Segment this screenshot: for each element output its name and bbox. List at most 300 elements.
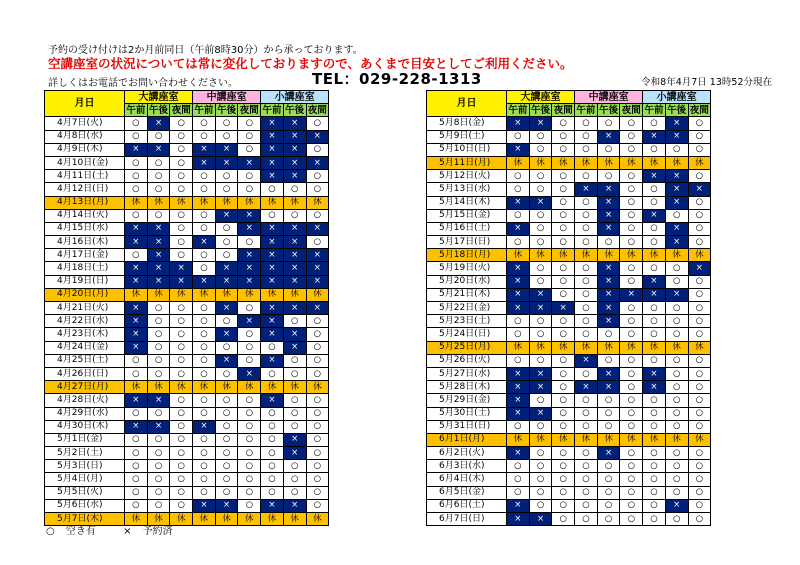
cell-available: ○: [170, 499, 193, 512]
cell-booked: ×: [147, 236, 170, 249]
cell-available: ○: [597, 394, 620, 407]
cell-available: ○: [507, 183, 530, 196]
cell-available: ○: [238, 328, 261, 341]
schedule-row: [45, 315, 329, 328]
schedule-row: [427, 183, 711, 196]
cell-booked: ×: [507, 381, 530, 394]
schedule-row: [427, 288, 711, 301]
cell-booked: ×: [306, 275, 329, 288]
cell-available: ○: [575, 130, 598, 143]
cell-booked: ×: [147, 249, 170, 262]
row-date: 4月13日(月): [45, 196, 125, 209]
cell-available: ○: [170, 143, 193, 156]
row-date: 5月16日(土): [427, 222, 507, 235]
cell-available: ○: [552, 328, 575, 341]
cell-available: ○: [529, 183, 552, 196]
cell-booked: ×: [620, 288, 643, 301]
cell-closed: 休: [688, 433, 711, 446]
cell-available: ○: [688, 499, 711, 512]
cell-available: ○: [507, 209, 530, 222]
cell-available: ○: [193, 433, 216, 446]
cell-available: ○: [306, 420, 329, 433]
cell-booked: ×: [261, 262, 284, 275]
inquiry-notice: 詳しくはお電話でお問い合わせください。: [48, 78, 238, 89]
cell-available: ○: [147, 499, 170, 512]
cell-closed: 休: [529, 433, 552, 446]
cell-available: ○: [575, 473, 598, 486]
schedule-row: [45, 354, 329, 367]
schedule-row: [427, 143, 711, 156]
cell-available: ○: [688, 381, 711, 394]
cell-available: ○: [620, 302, 643, 315]
cell-booked: ×: [125, 328, 148, 341]
cell-available: ○: [193, 249, 216, 262]
schedule-row: [45, 170, 329, 183]
cell-available: ○: [552, 394, 575, 407]
cell-available: ○: [238, 433, 261, 446]
row-date: 5月21日(木): [427, 288, 507, 301]
cell-booked: ×: [125, 222, 148, 235]
cell-closed: 休: [529, 249, 552, 262]
cell-booked: ×: [643, 367, 666, 380]
cell-booked: ×: [643, 209, 666, 222]
schedule-row: [427, 275, 711, 288]
cell-available: ○: [170, 328, 193, 341]
row-date: 5月8日(金): [427, 117, 507, 130]
cell-available: ○: [529, 354, 552, 367]
cell-available: ○: [665, 460, 688, 473]
cell-available: ○: [147, 473, 170, 486]
cell-booked: ×: [665, 130, 688, 143]
cell-booked: ×: [283, 328, 306, 341]
cell-available: ○: [688, 222, 711, 235]
cell-booked: ×: [507, 222, 530, 235]
row-date: 5月20日(水): [427, 275, 507, 288]
cell-closed: 休: [306, 381, 329, 394]
cell-closed: 休: [283, 288, 306, 301]
cell-available: ○: [575, 209, 598, 222]
cell-available: ○: [529, 209, 552, 222]
schedule-row: [45, 486, 329, 499]
cell-available: ○: [688, 275, 711, 288]
cell-booked: ×: [261, 315, 284, 328]
schedule-row: [45, 367, 329, 380]
row-date: 6月7日(日): [427, 513, 507, 526]
cell-available: ○: [597, 170, 620, 183]
row-date: 4月20日(月): [45, 288, 125, 301]
slot-header: 午後: [667, 104, 687, 116]
cell-booked: ×: [306, 249, 329, 262]
cell-available: ○: [597, 460, 620, 473]
cell-available: ○: [643, 143, 666, 156]
schedule-row: [45, 275, 329, 288]
cell-booked: ×: [283, 341, 306, 354]
cell-available: ○: [193, 460, 216, 473]
cell-booked: ×: [125, 143, 148, 156]
cell-booked: ×: [597, 183, 620, 196]
slot-header: 午前: [126, 104, 146, 116]
cell-available: ○: [193, 354, 216, 367]
cell-available: ○: [193, 447, 216, 460]
cell-booked: ×: [507, 196, 530, 209]
schedule-row: [427, 222, 711, 235]
date-column-header: 月日: [45, 91, 125, 117]
cell-booked: ×: [125, 236, 148, 249]
cell-available: ○: [665, 367, 688, 380]
legend-booked-label: 予約済: [142, 526, 173, 537]
row-date: 5月6日(水): [45, 499, 125, 512]
cell-available: ○: [215, 486, 238, 499]
cell-available: ○: [643, 117, 666, 130]
cell-booked: ×: [507, 499, 530, 512]
cell-available: ○: [215, 117, 238, 130]
cell-available: ○: [147, 407, 170, 420]
cell-available: ○: [643, 460, 666, 473]
cell-available: ○: [215, 315, 238, 328]
cell-closed: 休: [261, 288, 284, 301]
cell-available: ○: [147, 130, 170, 143]
cell-booked: ×: [261, 170, 284, 183]
cell-booked: ×: [507, 447, 530, 460]
cell-booked: ×: [597, 447, 620, 460]
cell-booked: ×: [261, 117, 284, 130]
cell-available: ○: [125, 486, 148, 499]
row-date: 6月4日(木): [427, 473, 507, 486]
cell-available: ○: [238, 407, 261, 420]
cell-closed: 休: [643, 341, 666, 354]
slot-header: 午後: [285, 104, 305, 116]
cell-available: ○: [552, 420, 575, 433]
cell-closed: 休: [193, 288, 216, 301]
cell-booked: ×: [529, 302, 552, 315]
cell-available: ○: [283, 473, 306, 486]
cell-available: ○: [170, 341, 193, 354]
cell-available: ○: [665, 394, 688, 407]
cell-booked: ×: [665, 170, 688, 183]
room-header-small: 小講座室: [643, 91, 711, 104]
row-date: 5月27日(水): [427, 367, 507, 380]
cell-available: ○: [665, 513, 688, 526]
schedule-row: [45, 394, 329, 407]
cell-available: ○: [688, 288, 711, 301]
cell-closed: 休: [306, 196, 329, 209]
cell-available: ○: [643, 447, 666, 460]
cell-available: ○: [643, 183, 666, 196]
slot-header: 午後: [531, 104, 551, 116]
cell-available: ○: [193, 486, 216, 499]
cell-available: ○: [575, 420, 598, 433]
cell-booked: ×: [688, 262, 711, 275]
cell-available: ○: [215, 407, 238, 420]
cell-booked: ×: [665, 117, 688, 130]
cell-available: ○: [193, 209, 216, 222]
cell-booked: ×: [283, 249, 306, 262]
cell-booked: ×: [283, 143, 306, 156]
schedule-row: [45, 117, 329, 130]
cell-available: ○: [261, 407, 284, 420]
cell-available: ○: [215, 183, 238, 196]
schedule-row: [427, 447, 711, 460]
cell-available: ○: [261, 420, 284, 433]
cell-booked: ×: [665, 236, 688, 249]
cell-available: ○: [170, 117, 193, 130]
cell-closed: 休: [193, 381, 216, 394]
slot-header: 夜間: [307, 104, 327, 116]
cell-available: ○: [575, 117, 598, 130]
cell-available: ○: [597, 236, 620, 249]
cell-available: ○: [193, 170, 216, 183]
cell-closed: 休: [643, 156, 666, 169]
cell-available: ○: [306, 447, 329, 460]
row-date: 4月22日(水): [45, 315, 125, 328]
cell-available: ○: [193, 130, 216, 143]
cell-available: ○: [170, 433, 193, 446]
slot-header: 午後: [599, 104, 619, 116]
cell-available: ○: [306, 367, 329, 380]
row-date: 4月8日(水): [45, 130, 125, 143]
cell-booked: ×: [170, 275, 193, 288]
cell-closed: 休: [597, 433, 620, 446]
schedule-row: [427, 328, 711, 341]
cell-available: ○: [620, 170, 643, 183]
cell-available: ○: [643, 328, 666, 341]
cell-booked: ×: [238, 262, 261, 275]
cell-booked: ×: [147, 275, 170, 288]
room-header-medium: 中講座室: [193, 91, 261, 104]
row-date: 5月23日(土): [427, 315, 507, 328]
row-date: 5月5日(火): [45, 486, 125, 499]
cell-available: ○: [261, 183, 284, 196]
cell-available: ○: [507, 460, 530, 473]
cell-booked: ×: [125, 394, 148, 407]
cell-available: ○: [643, 354, 666, 367]
cell-available: ○: [147, 486, 170, 499]
cell-booked: ×: [507, 302, 530, 315]
cell-available: ○: [529, 222, 552, 235]
cell-booked: ×: [215, 275, 238, 288]
row-date: 4月26日(日): [45, 367, 125, 380]
cell-available: ○: [597, 473, 620, 486]
cell-booked: ×: [125, 262, 148, 275]
cell-available: ○: [665, 447, 688, 460]
schedule-row: [427, 262, 711, 275]
cell-closed: 休: [238, 513, 261, 526]
cell-booked: ×: [597, 209, 620, 222]
schedule-row: [427, 420, 711, 433]
cell-available: ○: [261, 486, 284, 499]
cell-booked: ×: [147, 222, 170, 235]
cell-available: ○: [215, 130, 238, 143]
cell-available: ○: [688, 117, 711, 130]
cell-available: ○: [170, 236, 193, 249]
cell-booked: ×: [597, 222, 620, 235]
schedule-row: [427, 394, 711, 407]
cell-booked: ×: [238, 315, 261, 328]
cell-available: ○: [261, 341, 284, 354]
cell-available: ○: [643, 196, 666, 209]
row-date: 6月5日(金): [427, 486, 507, 499]
schedule-row: [45, 473, 329, 486]
cell-booked: ×: [306, 262, 329, 275]
row-date: 4月12日(日): [45, 183, 125, 196]
cell-available: ○: [575, 407, 598, 420]
row-date: 4月15日(水): [45, 222, 125, 235]
cell-closed: 休: [643, 433, 666, 446]
cell-booked: ×: [507, 262, 530, 275]
row-date: 5月25日(月): [427, 341, 507, 354]
cell-available: ○: [125, 460, 148, 473]
cell-booked: ×: [283, 262, 306, 275]
cell-available: ○: [552, 143, 575, 156]
cell-closed: 休: [306, 513, 329, 526]
cell-available: ○: [575, 315, 598, 328]
cell-available: ○: [552, 196, 575, 209]
cell-available: ○: [283, 354, 306, 367]
cell-available: ○: [665, 302, 688, 315]
schedule-row: [45, 130, 329, 143]
cell-available: ○: [283, 183, 306, 196]
cell-available: ○: [170, 130, 193, 143]
cell-booked: ×: [261, 130, 284, 143]
cell-available: ○: [529, 236, 552, 249]
cell-available: ○: [665, 209, 688, 222]
cell-available: ○: [215, 341, 238, 354]
booking-notice: 予約の受け付けは2か月前同日（午前8時30分）から承っております。: [48, 45, 363, 56]
cell-booked: ×: [261, 249, 284, 262]
cell-closed: 休: [575, 341, 598, 354]
cell-booked: ×: [529, 513, 552, 526]
cell-closed: 休: [643, 249, 666, 262]
cell-available: ○: [643, 473, 666, 486]
cell-closed: 休: [261, 196, 284, 209]
cell-available: ○: [597, 513, 620, 526]
cell-available: ○: [552, 209, 575, 222]
cell-booked: ×: [306, 130, 329, 143]
cell-available: ○: [665, 275, 688, 288]
cell-closed: 休: [238, 381, 261, 394]
cell-booked: ×: [283, 130, 306, 143]
cell-available: ○: [688, 170, 711, 183]
schedule-row: [45, 262, 329, 275]
cell-booked: ×: [507, 117, 530, 130]
cell-available: ○: [688, 209, 711, 222]
cell-available: ○: [125, 433, 148, 446]
cell-available: ○: [620, 407, 643, 420]
cell-available: ○: [597, 499, 620, 512]
cell-available: ○: [597, 407, 620, 420]
cell-available: ○: [620, 473, 643, 486]
cell-available: ○: [575, 513, 598, 526]
closed-day-row: [45, 288, 329, 301]
cell-closed: 休: [575, 433, 598, 446]
cell-booked: ×: [215, 156, 238, 169]
cell-closed: 休: [665, 156, 688, 169]
cell-available: ○: [620, 117, 643, 130]
cell-available: ○: [261, 367, 284, 380]
cell-booked: ×: [597, 381, 620, 394]
cell-available: ○: [215, 236, 238, 249]
cell-available: ○: [575, 460, 598, 473]
cell-closed: 休: [620, 249, 643, 262]
schedule-row: [45, 156, 329, 169]
row-date: 4月16日(木): [45, 236, 125, 249]
cell-available: ○: [283, 367, 306, 380]
cell-available: ○: [688, 130, 711, 143]
cell-available: ○: [620, 460, 643, 473]
cell-available: ○: [620, 367, 643, 380]
cell-booked: ×: [665, 288, 688, 301]
cell-available: ○: [283, 315, 306, 328]
legend: [46, 522, 173, 537]
cell-booked: ×: [597, 262, 620, 275]
header-row-rooms: [427, 91, 711, 104]
row-date: 5月12日(火): [427, 170, 507, 183]
cell-booked: ×: [261, 499, 284, 512]
cell-available: ○: [597, 420, 620, 433]
row-date: 4月7日(火): [45, 117, 125, 130]
cell-closed: 休: [125, 288, 148, 301]
row-date: 6月2日(火): [427, 447, 507, 460]
cell-available: ○: [193, 302, 216, 315]
row-date: 4月29日(水): [45, 407, 125, 420]
cell-closed: 休: [507, 156, 530, 169]
schedule-row: [427, 407, 711, 420]
row-date: 5月11日(月): [427, 156, 507, 169]
cell-closed: 休: [507, 433, 530, 446]
cell-closed: 休: [597, 156, 620, 169]
cell-closed: 休: [193, 196, 216, 209]
cell-available: ○: [147, 354, 170, 367]
cell-booked: ×: [507, 407, 530, 420]
cell-available: ○: [575, 328, 598, 341]
cell-available: ○: [529, 275, 552, 288]
cell-booked: ×: [215, 143, 238, 156]
cell-available: ○: [643, 486, 666, 499]
room-header-small: 小講座室: [261, 91, 329, 104]
cell-closed: 休: [620, 341, 643, 354]
schedule-row: [45, 420, 329, 433]
cell-booked: ×: [238, 222, 261, 235]
cell-available: ○: [620, 143, 643, 156]
cell-booked: ×: [306, 222, 329, 235]
schedule-row: [427, 367, 711, 380]
cell-available: ○: [147, 183, 170, 196]
row-date: 5月22日(金): [427, 302, 507, 315]
cell-available: ○: [643, 236, 666, 249]
cell-booked: ×: [529, 367, 552, 380]
cell-available: ○: [643, 407, 666, 420]
cell-available: ○: [261, 460, 284, 473]
cell-available: ○: [575, 143, 598, 156]
cell-booked: ×: [147, 394, 170, 407]
cell-available: ○: [170, 156, 193, 169]
cell-available: ○: [193, 407, 216, 420]
slot-header: 夜間: [171, 104, 191, 116]
cell-booked: ×: [170, 262, 193, 275]
cell-available: ○: [125, 499, 148, 512]
cell-available: ○: [238, 302, 261, 315]
cell-booked: ×: [283, 433, 306, 446]
cell-available: ○: [170, 420, 193, 433]
cell-available: ○: [125, 354, 148, 367]
cell-available: ○: [688, 420, 711, 433]
cell-available: ○: [507, 473, 530, 486]
cell-available: ○: [125, 407, 148, 420]
cell-available: ○: [215, 394, 238, 407]
cell-available: ○: [552, 513, 575, 526]
cell-available: ○: [552, 222, 575, 235]
cell-booked: ×: [193, 236, 216, 249]
